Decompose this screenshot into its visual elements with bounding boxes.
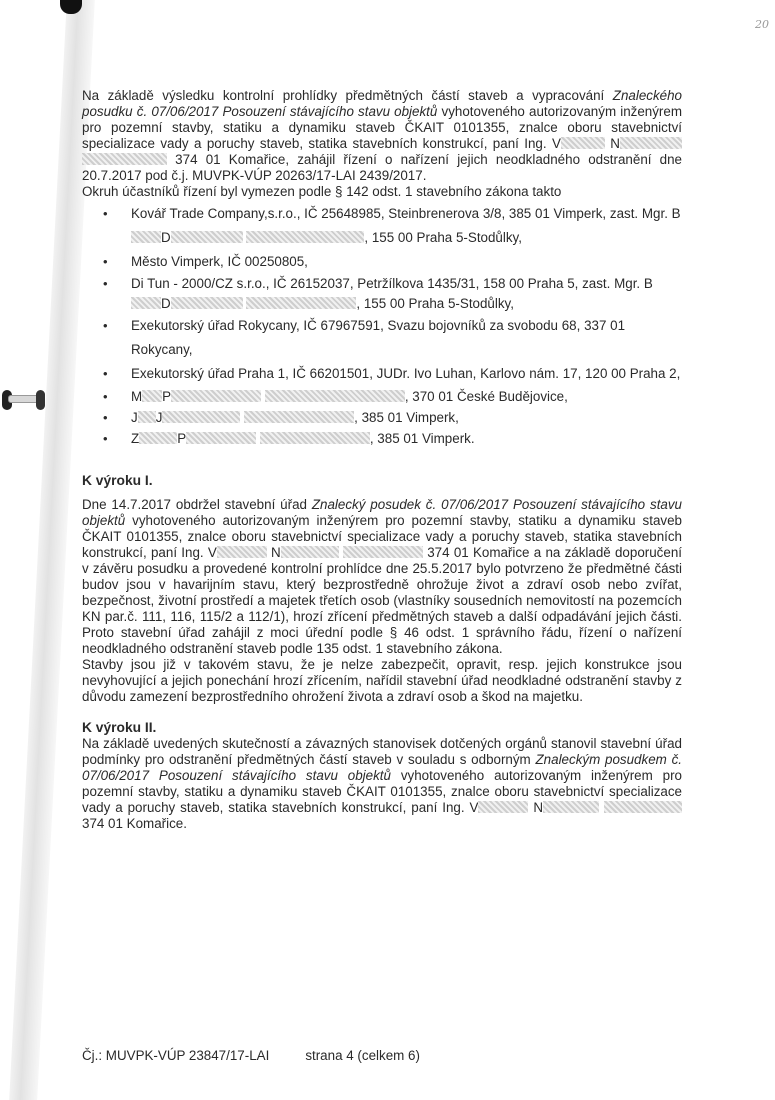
redaction <box>217 546 267 558</box>
list-item <box>102 386 682 407</box>
text: vyhotoveného autorizovaným inženýrem pro pozemní stavby, statiku a dynamiku staveb ČKAIT 0101355, znalce oboru stavebnictví specializace vady a poruchy staveb, statika stavebních konstrukcí, paní Ing. V <box>82 768 682 815</box>
redaction <box>171 297 243 309</box>
redaction <box>82 153 167 165</box>
text: vyhotoveného autorizovaným inženýrem pro pozemní stavby, statiku a dynamiku staveb ČKAIT 0101355, znalce oboru stavebnictví specializace vady a poruchy staveb, statika stavebních konstrukcí, paní Ing. V <box>82 104 682 151</box>
text: N <box>604 136 620 151</box>
text: Město Vimperk, IČ 00250805, <box>131 254 308 269</box>
text: Z <box>131 431 140 446</box>
redaction <box>543 801 599 813</box>
text: D <box>161 230 171 245</box>
redaction <box>281 546 339 558</box>
redaction <box>244 411 354 423</box>
page-number: strana 4 (celkem 6) <box>305 1048 420 1063</box>
text: Na základě výsledku kontrolní prohlídky předmětných částí staveb a vypracování <box>82 88 613 103</box>
text: , 155 00 Praha 5-Stodůlky, <box>356 296 514 311</box>
text: 374 01 Komařice, zahájil řízení o nařízení jejich neodkladného odstranění dne 20.7.2017 pod č.j. MUVPK-VÚP 20263/17-LAI 2439/2017. <box>82 152 682 183</box>
redaction <box>131 231 161 243</box>
redaction <box>131 297 161 309</box>
list-item <box>102 202 682 250</box>
reference-number: Čj.: MUVPK-VÚP 23847/17-LAI <box>82 1048 270 1063</box>
text: Na základě uvedených skutečností a závazných stanovisek dotčených orgánů stanovil stavební úřad podmínky pro odstranění předmětných částí staveb v souladu s odborným <box>82 736 682 767</box>
redaction <box>186 432 256 444</box>
text: Dne 14.7.2017 obdržel stavební úřad <box>82 497 312 512</box>
redaction <box>171 231 243 243</box>
text: N <box>266 545 281 560</box>
list-item <box>102 362 682 386</box>
text: J <box>155 410 163 425</box>
list-item <box>102 250 682 274</box>
text: Exekutorský úřad Rokycany, IČ 67967591, Svazu bojovníků za svobodu 68, 337 01 Rokycany, <box>131 318 626 357</box>
expert-opinion-title: Znaleckým posudkem č. 07/06/2017 Posouzení stávajícího stavu objektů <box>82 752 682 783</box>
redaction <box>478 801 528 813</box>
text: J <box>131 410 138 425</box>
intro-paragraph <box>82 88 682 184</box>
expert-opinion-title: Znaleckého posudku č. 07/06/2017 Posouzení stávajícího stavu objektů <box>82 88 682 119</box>
redaction <box>171 390 261 402</box>
redaction <box>246 231 364 243</box>
redaction <box>138 411 156 423</box>
redaction <box>246 297 356 309</box>
redaction <box>343 546 423 558</box>
list-item <box>102 314 682 362</box>
redaction <box>260 432 370 444</box>
text: Di Tun - 2000/CZ s.r.o., IČ 26152037, Petržílkova 1435/31, 158 00 Praha 5, zast. Mgr. B <box>131 276 653 291</box>
text: , 370 01 České Budějovice, <box>404 389 568 404</box>
text: M <box>131 389 143 404</box>
text: , 155 00 Praha 5-Stodůlky, <box>364 230 522 245</box>
section1-paragraph-1 <box>82 497 682 657</box>
redaction <box>604 801 682 813</box>
redaction <box>162 411 240 423</box>
text: Exekutorský úřad Praha 1, IČ 66201501, JUDr. Ivo Luhan, Karlovo nám. 17, 120 00 Praha 2, <box>131 366 681 381</box>
text: , 385 01 Vimperk, <box>354 410 459 425</box>
text: Kovář Trade Company,s.r.o., IČ 25648985, Steinbrenerova 3/8, 385 01 Vimperk, zast. Mgr. B <box>131 206 681 221</box>
binding-edge <box>0 0 75 1100</box>
text: , 385 01 Vimperk. <box>369 431 475 446</box>
list-item <box>102 407 682 428</box>
text: P <box>177 431 187 446</box>
redaction <box>561 137 605 149</box>
expert-opinion-title: Znalecký posudek č. 07/06/2017 Posouzení stávajícího stavu objektů <box>82 497 683 528</box>
redaction <box>620 137 682 149</box>
binder-clip-icon <box>0 388 45 412</box>
redaction <box>139 432 177 444</box>
text: vyhotoveného autorizovaným inženýrem pro pozemní stavby, statiku a dynamiku staveb ČKAIT 0101355, znalce oboru stavebnictví specializace vady a poruchy staveb, statika stavebních konstrukcí, paní Ing. V <box>82 513 682 560</box>
section-heading-1: K výroku I. <box>82 473 153 488</box>
redaction <box>265 390 405 402</box>
section1-paragraph-2: Stavby jsou již v takovém stavu, že je nelze zabezpečit, opravit, resp. jejich konstrukce jsou nevyhovující a jejich ponechání hrozí zřícením, nařídil stavební úřad neodkladné odstranění stavby z důvodu zamezení bezprostředního ohrožení života a zdraví osob a škod na majetku. <box>82 657 682 704</box>
text: P <box>162 389 172 404</box>
handwritten-page-mark: 20 <box>755 18 769 31</box>
section-heading-2: K výroku II. <box>82 720 157 735</box>
text: 374 01 Komařice. <box>82 816 187 831</box>
section2-paragraph-1 <box>82 736 682 832</box>
list-item <box>102 428 682 449</box>
list-item <box>102 274 682 314</box>
participants-list <box>82 202 682 449</box>
page-footer <box>82 1048 420 1063</box>
text: N <box>528 800 544 815</box>
text: 374 01 Komařice a na základě doporučení v závěru posudku a provedené kontrolní prohlídce dne 25.5.2017 bylo potvrzeno že předmětné části budov jsou v havarijním stavu, který bezprostředně ohrožuje život a zdraví osob nebo zvířat, bezpečnost, životní prostředí a majetek třetích osob (vlastníky sousedních nemovitostí na pozemcích KN par.č. 111, 116, 115/2 a 112/1), hrozí zřícení předmětných staveb a další odpadávání jejich části. Proto stavební úřad zahájil z moci úřední podle § 46 odst. 1 správního řádu, řízení o nařízení neodkladného odstranění staveb podle 135 odst. 1 stavebního zákona. <box>82 545 682 656</box>
text: D <box>161 296 171 311</box>
redaction <box>142 390 162 402</box>
document-body <box>82 88 682 832</box>
participants-intro: Okruh účastníků řízení byl vymezen podle § 142 odst. 1 stavebního zákona takto <box>82 184 562 199</box>
